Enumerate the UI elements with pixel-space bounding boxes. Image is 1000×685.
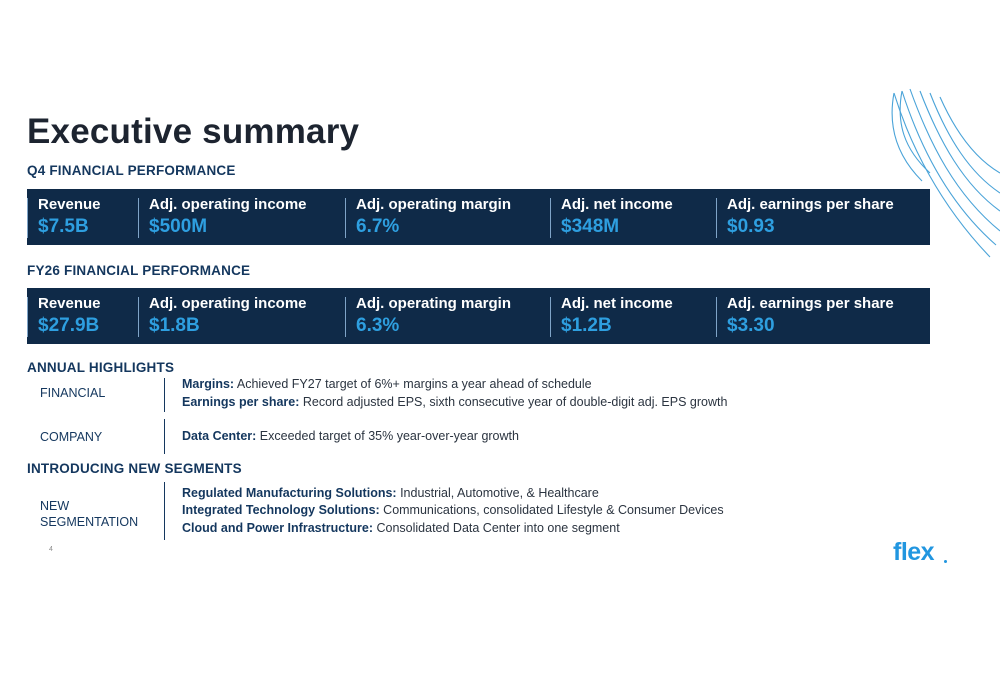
page-title: Executive summary	[27, 112, 360, 151]
fy26-metrics-band	[27, 288, 930, 344]
metric-label: Adj. net income	[561, 196, 673, 213]
divider	[164, 378, 165, 412]
metric-label: Adj. earnings per share	[727, 196, 894, 213]
q4-metric-revenue	[27, 189, 101, 245]
metric-value: $27.9B	[38, 315, 100, 336]
metric-value: 6.7%	[356, 216, 400, 237]
highlight-text: Record adjusted EPS, sixth consecutive year of double-digit adj. EPS growth	[299, 395, 728, 409]
fy26-metric-adj-operating-income	[138, 288, 307, 344]
metric-value: $500M	[149, 216, 208, 237]
segment-text: Consolidated Data Center into one segment	[373, 521, 620, 535]
q4-metric-adj-eps	[716, 189, 894, 245]
flex-logo: flex	[893, 538, 935, 566]
metric-label: Revenue	[38, 196, 101, 213]
q4-metric-adj-operating-income	[138, 189, 307, 245]
highlight-term: Earnings per share:	[182, 395, 300, 409]
new-segmentation-label	[40, 498, 138, 530]
q4-metric-adj-operating-margin	[345, 189, 512, 245]
logo-dot	[944, 560, 947, 563]
highlight-data-center	[182, 429, 519, 443]
fy26-metric-revenue	[27, 288, 101, 344]
highlight-eps	[182, 395, 727, 409]
metric-label: Adj. operating income	[149, 196, 307, 213]
segment-cloud-power	[182, 521, 620, 535]
new-segments-heading: INTRODUCING NEW SEGMENTS	[27, 461, 242, 476]
divider	[164, 419, 165, 454]
segment-integrated-technology	[182, 503, 724, 517]
annual-highlights-heading: ANNUAL HIGHLIGHTS	[27, 360, 175, 375]
segment-term: Cloud and Power Infrastructure:	[182, 521, 373, 535]
label-line: NEW	[40, 499, 70, 513]
fy26-metric-adj-operating-margin	[345, 288, 512, 344]
highlight-term: Margins:	[182, 377, 235, 391]
metric-label: Adj. earnings per share	[727, 295, 894, 312]
metric-value: $1.2B	[561, 315, 612, 336]
page-number: 4	[49, 546, 53, 553]
metric-value: $1.8B	[149, 315, 200, 336]
fy26-metric-adj-net-income	[550, 288, 673, 344]
segment-term: Regulated Manufacturing Solutions:	[182, 486, 397, 500]
metric-value: $3.30	[727, 315, 775, 336]
fy26-metric-adj-eps	[716, 288, 894, 344]
metric-label: Adj. operating income	[149, 295, 307, 312]
metric-label: Adj. net income	[561, 295, 673, 312]
metric-value: 6.3%	[356, 315, 400, 336]
divider	[164, 482, 165, 540]
segment-text: Communications, consolidated Lifestyle & Consumer Devices	[379, 503, 724, 517]
segment-regulated-manufacturing	[182, 486, 599, 500]
highlight-text: Exceeded target of 35% year-over-year growth	[256, 429, 519, 443]
financial-label: FINANCIAL	[40, 386, 106, 400]
segment-text: Industrial, Automotive, & Healthcare	[396, 486, 599, 500]
segment-term: Integrated Technology Solutions:	[182, 503, 380, 517]
metric-label: Adj. operating margin	[356, 196, 512, 213]
highlight-term: Data Center:	[182, 429, 257, 443]
q4-metrics-band	[27, 189, 930, 245]
metric-value: $348M	[561, 216, 620, 237]
fy26-heading: FY26 FINANCIAL PERFORMANCE	[27, 263, 251, 278]
metric-label: Revenue	[38, 295, 101, 312]
q4-heading: Q4 FINANCIAL PERFORMANCE	[27, 163, 236, 178]
label-line: SEGMENTATION	[40, 515, 139, 529]
highlight-margins	[182, 377, 592, 391]
company-label: COMPANY	[40, 430, 103, 444]
q4-metric-adj-net-income	[550, 189, 673, 245]
metric-label: Adj. operating margin	[356, 295, 512, 312]
highlight-text: Achieved FY27 target of 6%+ margins a year ahead of schedule	[234, 377, 592, 391]
metric-value: $7.5B	[38, 216, 89, 237]
metric-value: $0.93	[727, 216, 775, 237]
